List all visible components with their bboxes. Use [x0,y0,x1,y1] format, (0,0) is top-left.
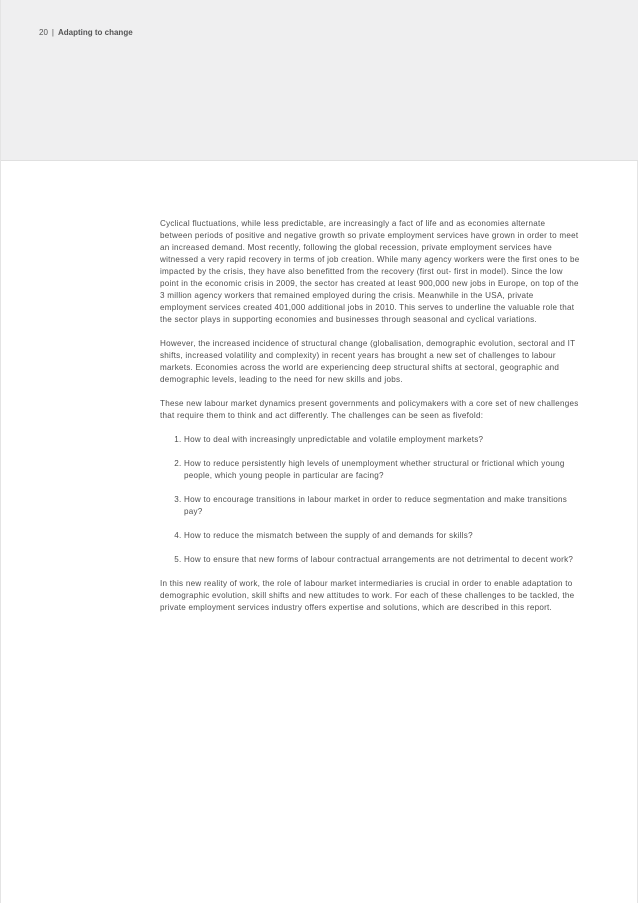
page-number: 20 [39,28,48,37]
paragraph-conclusion: In this new reality of work, the role of labour market intermediaries is crucial in order to enable adaptation to demographic evolution, skill shifts and new attitudes to work. For each of these challenges to be tackled, the private employment services industry offers expertise and solutions, which are described in this report. [160,579,575,612]
list-item: 5. How to ensure that new forms of labour contractual arrangements are not detrimental to decent work? [184,554,580,566]
header-separator: | [51,28,54,37]
header-band [1,0,638,161]
challenges-list [160,434,580,566]
list-item: 2. How to reduce persistently high levels of unemployment whether structural or frictional which young people, which young people in particular are facing? [184,458,580,482]
section-title: Adapting to change [57,28,133,37]
paragraph-cyclical: Cyclical fluctuations, while less predictable, are increasingly a fact of life and as economies alternate between periods of positive and negative growth so private employment services have grown in order to meet an increased demand. Most recently, following the global recession, private employment services have witnessed a very rapid recovery in terms of job creation. While many agency workers were the first ones to be impacted by the crisis, they have also benefitted from the recovery (first out- first in model). Since the low point in the economic crisis in 2009, the sector has created at least 900,000 new jobs in Europe, on top of the 3 million agency workers that remained employed during the crisis. Meanwhile in the USA, private employment services created 401,000 additional jobs in 2010. This serves to underline the valuable role that the sector plays in supporting economies and businesses through seasonal and cyclical variations. [160,219,580,324]
paragraph-structural: However, the increased incidence of structural change (globalisation, demographic evolution, sectoral and IT shifts, increased volatility and complexity) in recent years has brought a new set of challenges to labour markets. Economies across the world are experiencing deep structural shifts at sectoral, geographic and demographic levels, leading to the need for new skills and jobs. [160,339,576,384]
list-item: 4. How to reduce the mismatch between the supply of and demands for skills? [184,530,580,542]
body-text [160,218,580,626]
list-item: 1. How to deal with increasingly unpredictable and volatile employment markets? [184,434,580,446]
list-item: 3. How to encourage transitions in labour market in order to reduce segmentation and make transitions pay? [184,494,580,518]
running-header [39,28,133,37]
paragraph-dynamics: These new labour market dynamics present governments and policymakers with a core set of new challenges that require them to think and act differently. The challenges can be seen as fivefold: [160,399,579,420]
